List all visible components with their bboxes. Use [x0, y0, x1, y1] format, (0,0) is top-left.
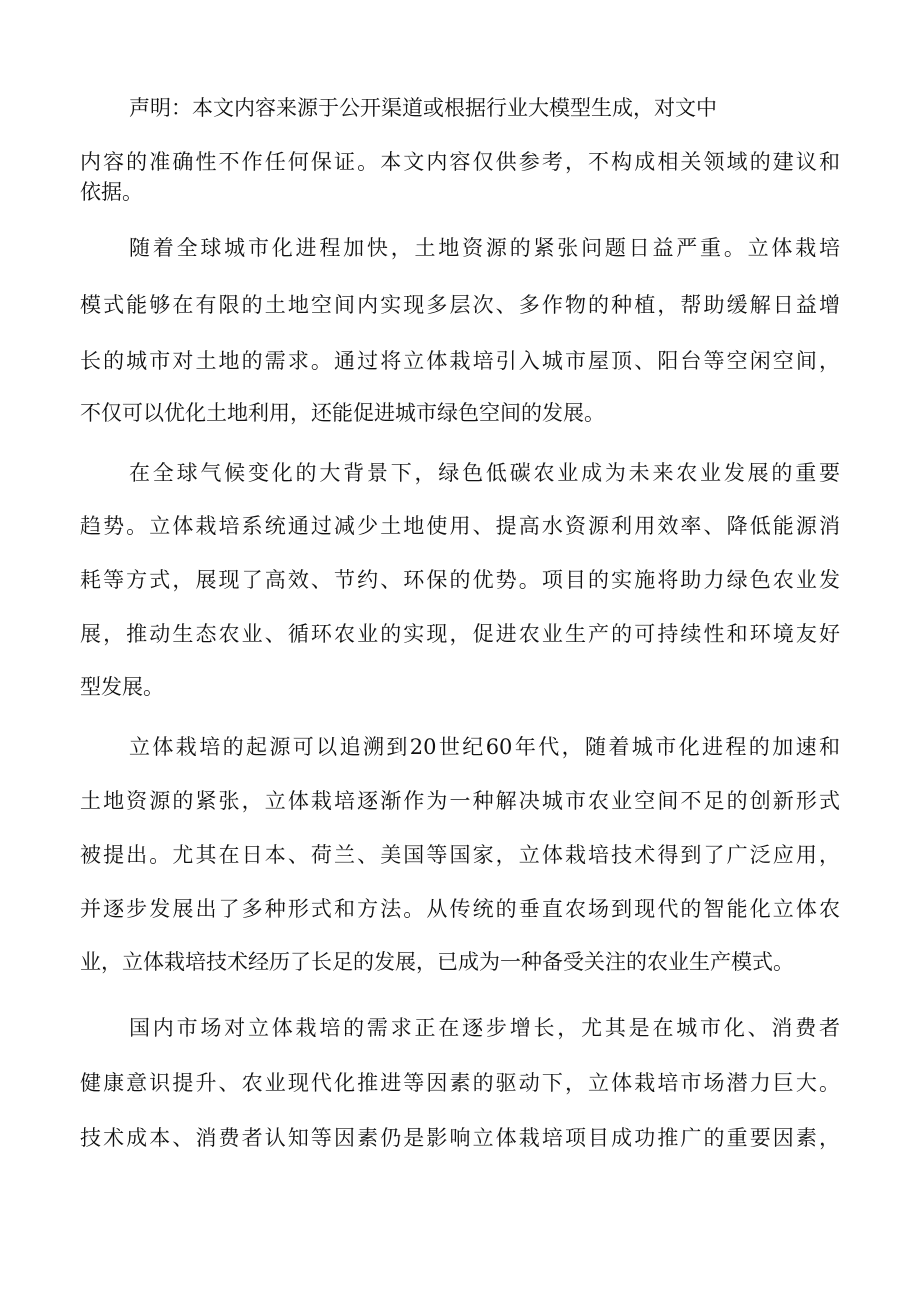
disclaimer-line: 内容的准确性不作任何保证。本文内容仅供参考，不构成相关领域的建议和 [80, 150, 840, 174]
paragraph-line: 技术成本、消费者认知等因素仍是影响立体栽培项目成功推广的重要因素， [80, 1126, 840, 1150]
disclaimer-line: 依据。 [80, 180, 143, 204]
paragraph-line: 立体栽培的起源可以追溯到20世纪60年代，随着城市化进程的加速和 [129, 735, 840, 759]
paragraph-line: 模式能够在有限的土地空间内实现多层次、多作物的种植，帮助缓解日益增 [80, 293, 840, 317]
paragraph-line: 不仅可以优化土地利用，还能促进城市绿色空间的发展。 [80, 401, 605, 425]
paragraph-line: 业，立体栽培技术经历了长足的发展，已成为一种备受关注的农业生产模式。 [80, 950, 794, 974]
paragraph-line: 展，推动生态农业、循环农业的实现，促进农业生产的可持续性和环境友好 [80, 622, 840, 646]
paragraph-line: 并逐步发展出了多种形式和方法。从传统的垂直农场到现代的智能化立体农 [80, 897, 840, 921]
paragraph-line: 趋势。立体栽培系统通过减少土地使用、提高水资源利用效率、降低能源消 [80, 514, 840, 538]
disclaimer-line: 声明：本文内容来源于公开渠道或根据行业大模型生成，对文中 [129, 96, 717, 120]
paragraph-line: 土地资源的紧张，立体栽培逐渐作为一种解决城市农业空间不足的创新形式 [80, 789, 840, 813]
paragraph-line: 健康意识提升、农业现代化推进等因素的驱动下，立体栽培市场潜力巨大。 [80, 1071, 840, 1095]
paragraph-line: 长的城市对土地的需求。通过将立体栽培引入城市屋顶、阳台等空闲空间， [80, 349, 840, 373]
paragraph-line: 耗等方式，展现了高效、节约、环保的优势。项目的实施将助力绿色农业发 [80, 568, 840, 592]
paragraph-line: 型发展。 [80, 675, 164, 699]
paragraph-line: 国内市场对立体栽培的需求正在逐步增长，尤其是在城市化、消费者 [129, 1016, 840, 1040]
paragraph-line: 随着全球城市化进程加快，土地资源的紧张问题日益严重。立体栽培 [129, 236, 840, 260]
paragraph-line: 被提出。尤其在日本、荷兰、美国等国家，立体栽培技术得到了广泛应用， [80, 843, 840, 867]
paragraph-line: 在全球气候变化的大背景下，绿色低碳农业成为未来农业发展的重要 [129, 461, 840, 485]
